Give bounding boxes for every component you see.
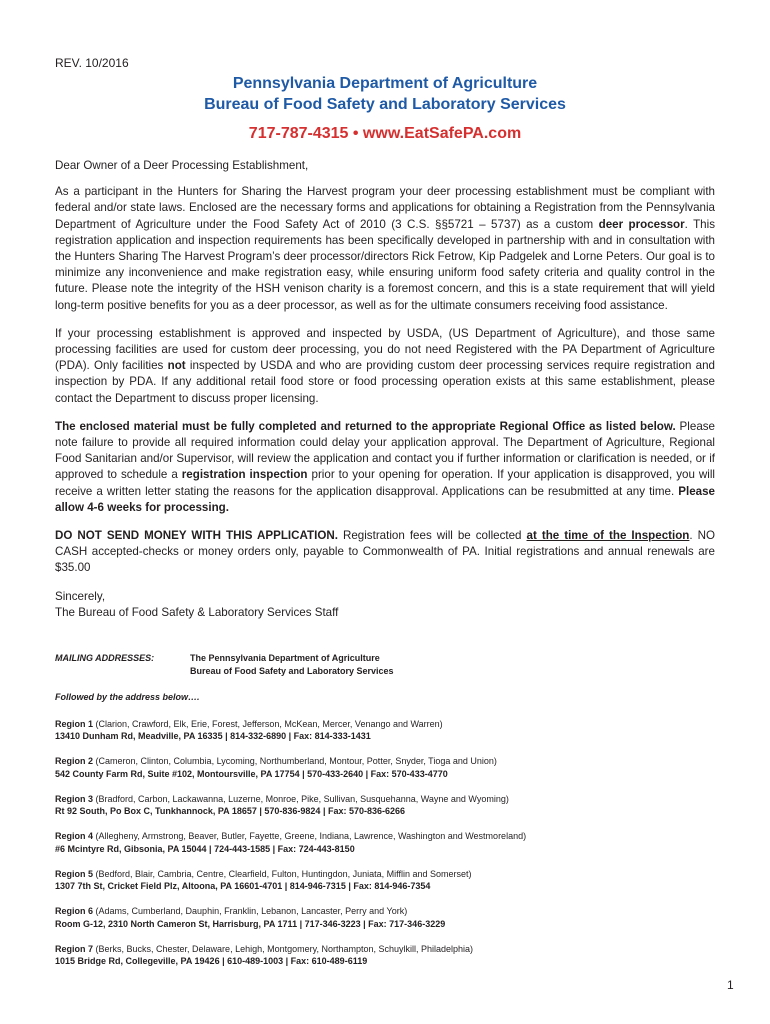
closing (55, 589, 715, 621)
p1-bold: deer processor (598, 217, 685, 231)
mailing-line-2: Bureau of Food Safety and Laboratory Services (190, 665, 394, 676)
region-entry (55, 793, 725, 818)
region-entry (55, 905, 725, 930)
paragraph-4 (55, 528, 715, 577)
address-section (55, 652, 725, 980)
mailing-label: MAILING ADDRESSES: (55, 653, 155, 663)
p3-text-b: Please note failure to provide all required information could delay your application approval. The Department of Agriculture, Regional Food Sanitarian and/or Supervisor, will review the application and contact you if further information or clarification is needed, or if approved to schedule a (55, 419, 716, 482)
region-entry (55, 868, 725, 893)
region-address: 542 County Farm Rd, Suite #102, Montoursville, PA 17754 | 570-433-2640 | Fax: 570-433-4770 (55, 768, 448, 779)
department-name: Pennsylvania Department of Agriculture (232, 75, 538, 92)
p3-bold-lead: The enclosed material must be fully completed and returned to the appropriate Regional Office as listed below. (55, 419, 676, 433)
p2-bold: not (167, 359, 186, 373)
region-counties: (Cameron, Clinton, Columbia, Lycoming, Northumberland, Montour, Potter, Snyder, Tioga and Union) (93, 756, 497, 766)
page-number: 1 (727, 978, 734, 992)
letterhead (0, 74, 770, 144)
region-address: 1307 7th St, Cricket Field Plz, Altoona, PA 16601-4701 | 814-946-7315 | Fax: 814-946-7354 (55, 881, 431, 891)
region-counties: (Bradford, Carbon, Lackawanna, Luzerne, Monroe, Pike, Sullivan, Susquehanna, Wayne and Wyoming) (93, 793, 509, 804)
mailing-addresses (55, 652, 725, 677)
region-name: Region 3 (55, 793, 94, 804)
region-name: Region 6 (55, 906, 94, 916)
region-name: Region 4 (55, 831, 94, 841)
region-entry (55, 830, 725, 855)
p2-text-c: inspected by USDA and who are providing custom deer processing services require registration and inspection by PDA. If any additional retail food store or food processing operation exists at this same establishment, please contact the Department to discuss proper licensing. (55, 359, 715, 405)
followed-note: Followed by the address below…. (55, 692, 200, 702)
paragraph-1 (55, 184, 715, 314)
p3-text-d: prior to your opening for operation. If your application is disapproved, you will receive a written letter stating the reasons for the application disapproval. Applications can be resubmitted at any time. (55, 468, 715, 498)
region-name: Region 5 (55, 868, 94, 879)
p1-text-a: As a participant in the Hunters for Sharing the Harvest program your deer processing establishment must be compliant with federal and/or state laws. Enclosed are the necessary forms and applications for obtaining a Registration from the Pennsylvania Department of Agriculture under the Food Safety Act of 2010 (3 C.S. §§5721 – 5737) as a custom (55, 185, 715, 231)
paragraph-2 (55, 326, 715, 407)
region-name: Region 1 (55, 718, 94, 729)
region-address: Rt 92 South, Po Box C, Tunkhannock, PA 18657 | 570-836-9824 | Fax: 570-836-6266 (55, 806, 406, 816)
revision-date: REV. 10/2016 (55, 56, 129, 70)
paragraph-3 (55, 419, 715, 516)
p1-text-c: . This registration application and inspection requirements has been specifically developed in partnership with and in consultation with the Hunters Sharing The Harvest Program’s deer processor/directors Rick Fetrow, Kip Padgelek and Lorne Peters. Our goal is to minimize any inconvenience and make registration easy, while ensuring uniform food safety criteria and quality control in the future. Please note the integrity of the HSH venison charity is a foremost concern, and this is a state requirement that will yield long-term positive benefits for you as a deer processor, as well as for the ultimate consumers receiving food assistance. (55, 217, 715, 312)
region-address: #6 Mcintyre Rd, Gibsonia, PA 15044 | 724-443-1585 | Fax: 724-443-8150 (55, 843, 355, 854)
mailing-value (190, 652, 394, 677)
p4-text-b: Registration fees will be collected (337, 529, 527, 543)
region-counties: (Allegheny, Armstrong, Beaver, Butler, Fayette, Greene, Indiana, Lawrence, Washington and Westmoreland) (93, 831, 527, 841)
p3-bold-inspection: registration inspection (181, 468, 308, 482)
region-entry (55, 755, 725, 780)
p4-text-d: . NO CASH accepted-checks or money orders only, payable to Commonwealth of PA. Initial registrations and annual renewals are $35.00 (55, 529, 716, 575)
region-name: Region 2 (55, 756, 94, 766)
region-address: 1015 Bridge Rd, Collegeville, PA 19426 | 610-489-1003 | Fax: 610-489-6119 (55, 956, 368, 966)
region-address: 13410 Dunham Rd, Meadville, PA 16335 | 814-332-6890 | Fax: 814-333-1431 (55, 731, 371, 741)
region-counties: (Bedford, Blair, Cambria, Centre, Clearfield, Fulton, Huntingdon, Juniata, Mifflin and Somerset) (93, 868, 472, 879)
sincerely: Sincerely, (55, 589, 106, 603)
region-counties: (Clarion, Crawford, Elk, Erie, Forest, Jefferson, McKean, Mercer, Venango and Warren) (93, 718, 443, 729)
salutation: Dear Owner of a Deer Processing Establishment, (55, 159, 309, 172)
mailing-line-1: The Pennsylvania Department of Agriculture (190, 653, 380, 663)
p3-bold-processing: Please allow 4-6 weeks for processing. (55, 484, 715, 514)
region-counties: (Adams, Cumberland, Dauphin, Franklin, Lebanon, Lancaster, Perry and York) (93, 906, 408, 916)
region-address: Room G-12, 2310 North Cameron St, Harrisburg, PA 1711 | 717-346-3223 | Fax: 717-346-3229 (55, 918, 446, 929)
signature-staff: The Bureau of Food Safety & Laboratory Services Staff (55, 605, 339, 619)
bureau-name: Bureau of Food Safety and Laboratory Services (204, 96, 566, 113)
p4-underlined: at the time of the Inspection (526, 529, 690, 543)
region-counties: (Berks, Bucks, Chester, Delaware, Lehigh, Montgomery, Northampton, Schuylkill, Philadelphia) (93, 943, 474, 954)
p2-text-a: If your processing establishment is approved and inspected by USDA, (US Department of Agriculture), and those same processing facilities are used for custom deer processing, you do not need Registered with the PA Department of Agriculture (PDA). Only facilities (55, 326, 715, 373)
p4-bold-lead: DO NOT SEND MONEY WITH THIS APPLICATION. (55, 529, 338, 543)
letter-body (55, 158, 715, 621)
contact-line: 717-787-4315 • www.EatSafePA.com (248, 125, 522, 142)
region-entry (55, 718, 725, 743)
region-name: Region 7 (55, 943, 94, 954)
region-entry (55, 943, 725, 968)
